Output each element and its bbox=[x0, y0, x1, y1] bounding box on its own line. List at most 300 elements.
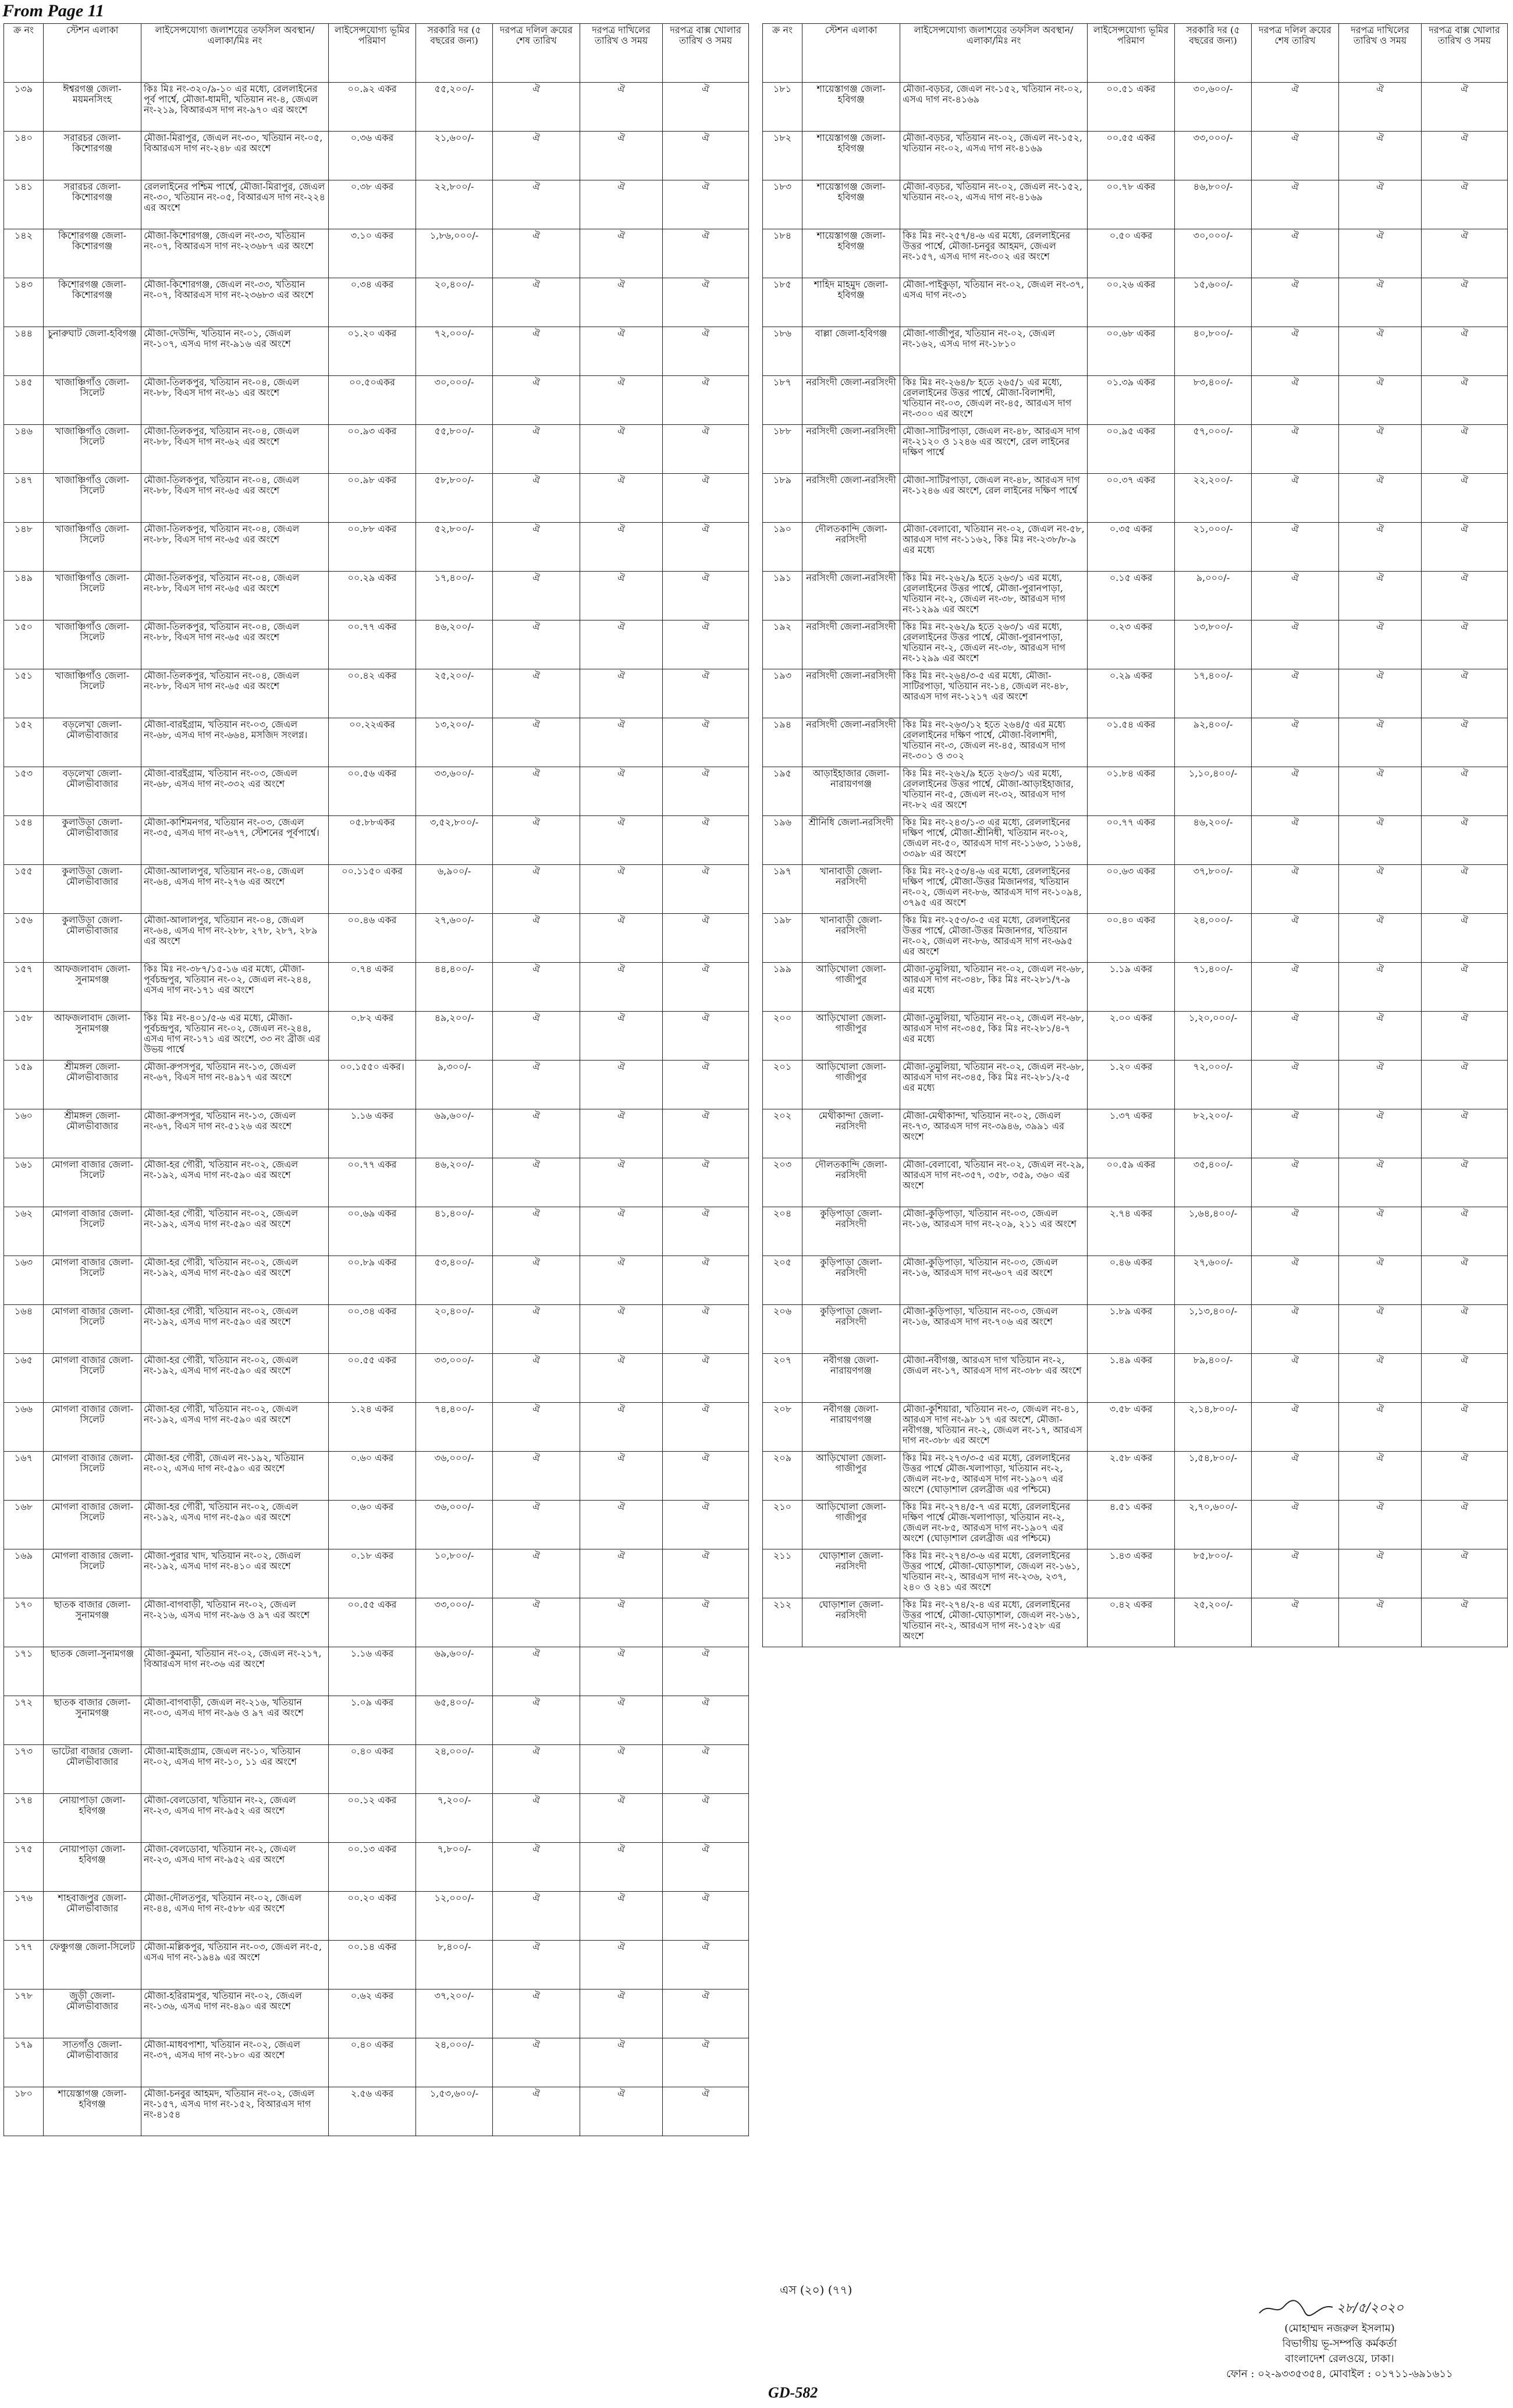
rate-cell: ৭৪,৪০০/- bbox=[416, 1403, 493, 1452]
submit-cell: ঐ bbox=[580, 132, 663, 180]
location-cell: মৌজা-হর গৌরী, খতিয়ান নং-০২, জেএল নং-১৯২, এসএ দাগ নং-৫৯০ এর অংশে bbox=[141, 1256, 329, 1305]
open-cell: ঐ bbox=[663, 1207, 749, 1256]
serial-cell: ১৭৯ bbox=[4, 2038, 44, 2087]
table-row bbox=[763, 816, 1508, 865]
deadline-cell: ঐ bbox=[1252, 865, 1339, 914]
open-cell: ঐ bbox=[663, 1647, 749, 1696]
location-cell: কিঃ মিঃ নং-২৭৪/২-৪ এর মধ্যে, রেললাইনের উত্তর পার্শ্বে, মৌজা-ঘোড়াশাল, জেএল নং-১৬১, খতিয়ান নং-২, আরএস দাগ নং-১৫২৮ এর অংশে bbox=[900, 1598, 1088, 1647]
open-cell: ঐ bbox=[663, 572, 749, 620]
deadline-cell: ঐ bbox=[493, 1549, 580, 1598]
open-cell: ঐ bbox=[1422, 1354, 1508, 1403]
area-cell: ০১.৮৪ একর bbox=[1088, 767, 1175, 816]
table-row bbox=[4, 1061, 749, 1109]
rate-cell: ৩৫,৪০০/- bbox=[1175, 1158, 1252, 1207]
submit-cell: ঐ bbox=[580, 1843, 663, 1892]
rate-cell: ৫৮,৮০০/- bbox=[416, 474, 493, 523]
open-cell: ঐ bbox=[1422, 425, 1508, 474]
serial-cell: ১৭৭ bbox=[4, 1941, 44, 1989]
table-row bbox=[4, 1012, 749, 1061]
area-cell: ০.৬০ একর bbox=[329, 1452, 416, 1501]
serial-cell: ১৬৩ bbox=[4, 1256, 44, 1305]
location-cell: মৌজা-তিলকপুর, খতিয়ান নং-০৪, জেএল নং-৮৮, বিএস দাগ নং-৬৫ এর অংশে bbox=[141, 523, 329, 572]
location-cell: মৌজা-বেলডোবা, খতিয়ান নং-২, জেএল নং-২৩, এসএ দাগ নং-৯৫২ এর অংশে bbox=[141, 1843, 329, 1892]
location-cell: মৌজা-হর গৌরী, খতিয়ান নং-০২, জেএল নং-১৯২, এসএ দাগ নং-৫৯০ এর অংশে bbox=[141, 1158, 329, 1207]
station-cell: মোগলা বাজার জেলা-সিলেট bbox=[44, 1403, 141, 1452]
deadline-cell: ঐ bbox=[1252, 816, 1339, 865]
open-cell: ঐ bbox=[663, 376, 749, 425]
open-cell: ঐ bbox=[663, 963, 749, 1012]
open-cell: ঐ bbox=[663, 1696, 749, 1745]
submit-cell: ঐ bbox=[1339, 1549, 1422, 1598]
location-cell: মৌজা-রুপসপুর, খতিয়ান নং-১৩, জেএল নং-৬৭, বিএস দাগ নং-৫১২৬ এর অংশে bbox=[141, 1109, 329, 1158]
submit-cell: ঐ bbox=[580, 376, 663, 425]
deadline-cell: ঐ bbox=[1252, 1305, 1339, 1354]
station-cell: কিশোরগঞ্জ জেলা-কিশোরগঞ্জ bbox=[44, 278, 141, 327]
serial-cell: ১৬৪ bbox=[4, 1305, 44, 1354]
area-cell: ০০.৮৮ একর bbox=[329, 523, 416, 572]
lease-table-left bbox=[3, 23, 749, 2136]
open-cell: ঐ bbox=[1422, 1403, 1508, 1452]
serial-cell: ১৮৯ bbox=[763, 474, 802, 523]
location-cell: মৌজা-পুরার খাদ, খতিয়ান নং-০২, জেএল নং-১৯২, এসএ দাগ নং-৪১০ এর অংশে bbox=[141, 1549, 329, 1598]
rate-cell: ৯,০০০/- bbox=[1175, 572, 1252, 620]
open-cell: ঐ bbox=[1422, 132, 1508, 180]
submit-cell: ঐ bbox=[580, 1061, 663, 1109]
submit-cell: ঐ bbox=[580, 1207, 663, 1256]
station-cell: নবীগঞ্জ জেলা-নারায়ণগঞ্জ bbox=[802, 1403, 900, 1452]
location-cell: মৌজা-কাশিমনগর, খতিয়ান নং-০৩, জেএল নং-৩৫, এসএ দাগ নং-৬৭৭, স্টেশনের পূর্বপার্শ্বে। bbox=[141, 816, 329, 865]
area-cell: ৪.৫১ একর bbox=[1088, 1501, 1175, 1549]
rate-cell: ১,৫৩,৬০০/- bbox=[416, 2087, 493, 2136]
serial-cell: ১৪০ bbox=[4, 132, 44, 180]
open-cell: ঐ bbox=[663, 816, 749, 865]
table-row bbox=[4, 474, 749, 523]
submit-cell: ঐ bbox=[1339, 718, 1422, 767]
deadline-cell: ঐ bbox=[493, 1598, 580, 1647]
location-cell: মৌজা-পাইকুড়া, খতিয়ান নং-০২, জেএল নং-৩৭, এসএ দাগ নং-৩১ bbox=[900, 278, 1088, 327]
station-cell: নরসিংদী জেলা-নরসিংদী bbox=[802, 620, 900, 669]
station-cell: ছাতক বাজার জেলা-সুনামগঞ্জ bbox=[44, 1598, 141, 1647]
submit-cell: ঐ bbox=[1339, 1354, 1422, 1403]
area-cell: ৩.৫৮ একর bbox=[1088, 1403, 1175, 1452]
location-cell: কিঃ মিঃ নং-২৪৩/১-৩ এর মধ্যে, রেললাইনের দক্ষিণ পার্শ্বে, মৌজা-শ্রীনিধী, খতিয়ান নং-০২, জেএল নং-৫০, আরএস দাগ নং-১১৬৩, ১১৬৪, ৩৩৯৮ এর অংশে bbox=[900, 816, 1088, 865]
location-cell: কিঃ মিঃ নং-২৬৪/৮ হতে ২৬৫/১ এর মধ্যে, রেললাইনের উত্তর পার্শ্বে, মৌজা-বিলাশদী, খতিয়ান নং-০৩, জেএল নং-৪৫, আরএস দাগ নং-৩০০ এর অংশে bbox=[900, 376, 1088, 425]
rate-cell: ১৭,৪০০/- bbox=[416, 572, 493, 620]
table-row bbox=[4, 718, 749, 767]
area-cell: ০০.২০ একর bbox=[329, 1892, 416, 1941]
open-cell: ঐ bbox=[663, 229, 749, 278]
deadline-cell: ঐ bbox=[493, 1794, 580, 1843]
location-cell: মৌজা-মাধবপাশা, খতিয়ান নং-০২, জেএল নং-৩৭, এসএ দাগ নং-১৮০ এর অংশে bbox=[141, 2038, 329, 2087]
table-row bbox=[763, 1158, 1508, 1207]
rate-cell: ৪৬,২০০/- bbox=[1175, 816, 1252, 865]
table-row bbox=[763, 1109, 1508, 1158]
station-cell: দৌলতকান্দি জেলা-নরসিংদী bbox=[802, 523, 900, 572]
rate-cell: ২৪,০০০/- bbox=[416, 1745, 493, 1794]
deadline-cell: ঐ bbox=[493, 1452, 580, 1501]
open-cell: ঐ bbox=[663, 1061, 749, 1109]
location-cell: কিঃ মিঃ নং-২৬২/৯ হতে ২৬৩/১ এর মধ্যে, রেললাইনের উত্তর পার্শ্বে, মৌজা-আড়াইহাজার, খতিয়ান নং-৫, জেএল নং-৩২, আরএস দাগ নং-৮২ এর অংশে bbox=[900, 767, 1088, 816]
serial-cell: ১৫৮ bbox=[4, 1012, 44, 1061]
table-row bbox=[4, 1305, 749, 1354]
open-cell: ঐ bbox=[663, 1305, 749, 1354]
deadline-cell: ঐ bbox=[1252, 474, 1339, 523]
rate-cell: ৮৩,৪০০/- bbox=[1175, 376, 1252, 425]
deadline-cell: ঐ bbox=[493, 1843, 580, 1892]
station-cell: খাজাঞ্চিগাঁও জেলা-সিলেট bbox=[44, 572, 141, 620]
rate-cell: ১০,৮০০/- bbox=[416, 1549, 493, 1598]
location-cell: মৌজা-হর গৌরী, খতিয়ান নং-০২, জেএল নং-১৯২, এসএ দাগ নং-৫৯০ এর অংশে bbox=[141, 1305, 329, 1354]
serial-cell: ১৬৭ bbox=[4, 1452, 44, 1501]
open-cell: ঐ bbox=[663, 767, 749, 816]
rate-cell: ২০,৪০০/- bbox=[416, 1305, 493, 1354]
submit-cell: ঐ bbox=[580, 1305, 663, 1354]
header-rate: সরকারি দর (৫ বছরের জন্য) bbox=[1175, 24, 1252, 83]
station-cell: খানাবাড়ী জেলা-নরসিংদী bbox=[802, 914, 900, 963]
open-cell: ঐ bbox=[663, 2038, 749, 2087]
station-cell: কুলাউড়া জেলা-মৌলভীবাজার bbox=[44, 816, 141, 865]
location-cell: মৌজা-তিলকপুর, খতিয়ান নং-০৪, জেএল নং-৮৮, বিএস দাগ নং-৬৫ এর অংশে bbox=[141, 669, 329, 718]
area-cell: ০.৩৫ একর bbox=[1088, 523, 1175, 572]
header-deadline: দরপত্র দলিল ক্রয়ের শেষ তারিখ bbox=[493, 24, 580, 83]
open-cell: ঐ bbox=[1422, 914, 1508, 963]
rate-cell: ১৩,৮০০/- bbox=[1175, 620, 1252, 669]
area-cell: ২.৫৬ একর bbox=[329, 2087, 416, 2136]
open-cell: ঐ bbox=[663, 2087, 749, 2136]
rate-cell: ৫২,৮০০/- bbox=[416, 523, 493, 572]
open-cell: ঐ bbox=[1422, 1256, 1508, 1305]
table-row bbox=[763, 278, 1508, 327]
deadline-cell: ঐ bbox=[493, 1061, 580, 1109]
deadline-cell: ঐ bbox=[1252, 229, 1339, 278]
deadline-cell: ঐ bbox=[493, 1403, 580, 1452]
location-cell: মৌজা-বাগবাড়ী, জেএল নং-২১৬, খতিয়ান নং-০৩, এসএ দাগ নং-৯৬ ও ৯৭ এর অংশে bbox=[141, 1696, 329, 1745]
rate-cell: ৭,৮০০/- bbox=[416, 1843, 493, 1892]
table-row bbox=[4, 1647, 749, 1696]
location-cell: কিঃ মিঃ নং-২৫৩/৪-৬ এর মধ্যে, রেললাইনের দক্ষিণ পার্শ্বে, মৌজা-উত্তর মিজানগর, খতিয়ান নং-০২, জেএল নং-৮৬, আরএস দাগ নং-১০৯৪, ৩৭৯৫ এর অংশে bbox=[900, 865, 1088, 914]
serial-cell: ২০৫ bbox=[763, 1256, 802, 1305]
signer-name: (মোহাম্মদ নজরুল ইসলাম) bbox=[1284, 2322, 1395, 2335]
open-cell: ঐ bbox=[1422, 669, 1508, 718]
open-cell: ঐ bbox=[1422, 1452, 1508, 1501]
table-row bbox=[763, 914, 1508, 963]
location-cell: মৌজা-কুড়িপাড়া, খতিয়ান নং-০৩, জেএল নং-১৬, আরএস দাগ নং-২০৯, ২১১ এর অংশে bbox=[900, 1207, 1088, 1256]
table-row bbox=[763, 963, 1508, 1012]
area-cell: ০৫.৮৮একর bbox=[329, 816, 416, 865]
station-cell: দৌলতকান্দি জেলা-নরসিংদী bbox=[802, 1158, 900, 1207]
table-row bbox=[4, 669, 749, 718]
rate-cell: ৫৫,২০০/- bbox=[416, 83, 493, 132]
deadline-cell: ঐ bbox=[1252, 278, 1339, 327]
deadline-cell: ঐ bbox=[493, 1207, 580, 1256]
location-cell: কিঃ মিঃ নং-২৫৭/৪-৬ এর মধ্যে, রেললাইনের উত্তর পার্শ্বে, মৌজা-চনবুর আহমদ, জেএল নং-১৫৭, এসএ দাগ নং-৩০২ এর অংশে bbox=[900, 229, 1088, 278]
rate-cell: ১,৬৪,৪০০/- bbox=[1175, 1207, 1252, 1256]
submit-cell: ঐ bbox=[580, 1941, 663, 1989]
station-cell: মোগলা বাজার জেলা-সিলেট bbox=[44, 1354, 141, 1403]
station-cell: ঈশ্বরগঞ্জ জেলা-ময়মনসিংহ bbox=[44, 83, 141, 132]
serial-cell: ১৯১ bbox=[763, 572, 802, 620]
station-cell: নবীগঞ্জ জেলা-নারায়ণগঞ্জ bbox=[802, 1354, 900, 1403]
rate-cell: ২৫,২০০/- bbox=[1175, 1598, 1252, 1647]
rate-cell: ৪৪,৪০০/- bbox=[416, 963, 493, 1012]
submit-cell: ঐ bbox=[580, 425, 663, 474]
submit-cell: ঐ bbox=[580, 2038, 663, 2087]
rate-cell: ৭২,০০০/- bbox=[1175, 1061, 1252, 1109]
deadline-cell: ঐ bbox=[493, 180, 580, 229]
station-cell: নরসিংদী জেলা-নরসিংদী bbox=[802, 376, 900, 425]
table-row bbox=[4, 1941, 749, 1989]
deadline-cell: ঐ bbox=[493, 523, 580, 572]
table-body-right bbox=[763, 83, 1508, 1647]
serial-cell: ১৯৪ bbox=[763, 718, 802, 767]
submit-cell: ঐ bbox=[580, 620, 663, 669]
open-cell: ঐ bbox=[1422, 229, 1508, 278]
table-row bbox=[763, 474, 1508, 523]
serial-cell: ২০১ bbox=[763, 1061, 802, 1109]
table-row bbox=[4, 2038, 749, 2087]
station-cell: বড়লেখা জেলা-মৌলভীবাজার bbox=[44, 767, 141, 816]
submit-cell: ঐ bbox=[1339, 327, 1422, 376]
table-row bbox=[763, 376, 1508, 425]
rate-cell: ২৪,০০০/- bbox=[416, 2038, 493, 2087]
table-row bbox=[763, 767, 1508, 816]
serial-cell: ১৪৬ bbox=[4, 425, 44, 474]
deadline-cell: ঐ bbox=[493, 1647, 580, 1696]
area-cell: ০.২৯ একর bbox=[1088, 669, 1175, 718]
rate-cell: ১,৮৬,০০০/- bbox=[416, 229, 493, 278]
submit-cell: ঐ bbox=[1339, 1452, 1422, 1501]
table-row bbox=[4, 572, 749, 620]
area-cell: ০০.৫১ একর bbox=[1088, 83, 1175, 132]
serial-cell: ২১১ bbox=[763, 1549, 802, 1598]
station-cell: নরসিংদী জেলা-নরসিংদী bbox=[802, 474, 900, 523]
deadline-cell: ঐ bbox=[493, 620, 580, 669]
open-cell: ঐ bbox=[663, 1256, 749, 1305]
deadline-cell: ঐ bbox=[1252, 1354, 1339, 1403]
submit-cell: ঐ bbox=[580, 278, 663, 327]
table-row bbox=[4, 1549, 749, 1598]
serial-cell: ১৮২ bbox=[763, 132, 802, 180]
table-row bbox=[4, 523, 749, 572]
submit-cell: ঐ bbox=[580, 229, 663, 278]
location-cell: কিঃ মিঃ নং-৪০১/৫-৬ এর মধ্যে, মৌজা-পূর্বচন্দ্রপুর, খতিয়ান নং-০২, জেএল নং-২৪৪, এসএ দাগ নং-১৭১ এর অংশে, ৩৩ নং ব্রীজ এর উভয় পার্শ্বে bbox=[141, 1012, 329, 1061]
rate-cell: ১,১০,৪০০/- bbox=[1175, 767, 1252, 816]
station-cell: খাজাঞ্চিগাঁও জেলা-সিলেট bbox=[44, 523, 141, 572]
deadline-cell: ঐ bbox=[493, 474, 580, 523]
area-cell: ০.৪০ একর bbox=[329, 1745, 416, 1794]
deadline-cell: ঐ bbox=[493, 425, 580, 474]
area-cell: ৩.১০ একর bbox=[329, 229, 416, 278]
serial-cell: ১৮৭ bbox=[763, 376, 802, 425]
station-cell: শ্রীনিধি জেলা-নরসিংদী bbox=[802, 816, 900, 865]
deadline-cell: ঐ bbox=[493, 816, 580, 865]
location-cell: মৌজা-মিরাপুর, জেএল নং-৩০, খতিয়ান নং-০৫, বিআরএস দাগ নং-২৪৮ এর অংশে bbox=[141, 132, 329, 180]
area-cell: ০০.৫৫ একর bbox=[329, 1598, 416, 1647]
rate-cell: ২,১৪,৮০০/- bbox=[1175, 1403, 1252, 1452]
location-cell: মৌজা-চনবুর আহমদ, খতিয়ান নং-০২, জেএল নং-১৫৭, এসএ দাগ নং-১৫২, বিআরএস দাগ নং-৪১৫৪ bbox=[141, 2087, 329, 2136]
location-cell: মৌজা-মাইজগ্রাম, জেএল নং-১০, খতিয়ান নং-০২, এসএ দাগ নং-১০, ১১ এর অংশে bbox=[141, 1745, 329, 1794]
area-cell: ১.১৬ একর bbox=[329, 1647, 416, 1696]
open-cell: ঐ bbox=[1422, 1109, 1508, 1158]
rate-cell: ২৫,২০০/- bbox=[416, 669, 493, 718]
location-cell: মৌজা-সাটিরপাড়া, জেএল নং-৪৮, আরএস দাগ নং-১২৪৬ এর অংশে, রেল লাইনের দক্ষিণ পার্শ্বে bbox=[900, 474, 1088, 523]
area-cell: ০.৩৮ একর bbox=[329, 180, 416, 229]
open-cell: ঐ bbox=[663, 1892, 749, 1941]
serial-cell: ১৯৭ bbox=[763, 865, 802, 914]
deadline-cell: ঐ bbox=[493, 1745, 580, 1794]
open-cell: ঐ bbox=[663, 1109, 749, 1158]
serial-cell: ১৫১ bbox=[4, 669, 44, 718]
rate-cell: ২১,০০০/- bbox=[1175, 523, 1252, 572]
open-cell: ঐ bbox=[1422, 1061, 1508, 1109]
area-cell: ১.১৬ একর bbox=[329, 1109, 416, 1158]
table-row bbox=[763, 620, 1508, 669]
station-cell: জুড়ী জেলা-মৌলভীবাজার bbox=[44, 1989, 141, 2038]
submit-cell: ঐ bbox=[580, 1501, 663, 1549]
rate-cell: ২০,৪০০/- bbox=[416, 278, 493, 327]
deadline-cell: ঐ bbox=[493, 1012, 580, 1061]
rate-cell: ৩০,৬০০/- bbox=[1175, 83, 1252, 132]
location-cell: কিঃ মিঃ নং-২৭৪/৫-৭ এর মধ্যে, রেললাইনের দক্ষিণ পার্শ্বে মৌজ-খলাপাড়া, খতিয়ান নং-২, জেএল নং-৮৫, আরএস দাগ নং-১৯০৭ এর অংশে (ঘোড়াশাল রেলব্রীজ এর পশ্চিমে) bbox=[900, 1501, 1088, 1549]
location-cell: মৌজা-কুড়িপাড়া, খতিয়ান নং-০৩, জেএল নং-১৬, আরএস দাগ নং-৬০৭ এর অংশে bbox=[900, 1256, 1088, 1305]
open-cell: ঐ bbox=[663, 620, 749, 669]
deadline-cell: ঐ bbox=[493, 1354, 580, 1403]
table-row bbox=[763, 132, 1508, 180]
open-cell: ঐ bbox=[663, 1549, 749, 1598]
open-cell: ঐ bbox=[1422, 1305, 1508, 1354]
lease-table-right bbox=[762, 23, 1508, 1647]
open-cell: ঐ bbox=[663, 718, 749, 767]
station-cell: সাতগাঁও জেলা-মৌলভীবাজার bbox=[44, 2038, 141, 2087]
station-cell: আড়িখোলা জেলা-গাজীপুর bbox=[802, 1501, 900, 1549]
serial-cell: ২০৮ bbox=[763, 1403, 802, 1452]
open-cell: ঐ bbox=[663, 1501, 749, 1549]
location-cell: মৌজা-মল্লিকপুর, খতিয়ান নং-০৩, জেএল নং-৫, এসএ দাগ নং-১৯৪৯ এর অংশে bbox=[141, 1941, 329, 1989]
deadline-cell: ঐ bbox=[493, 278, 580, 327]
submit-cell: ঐ bbox=[1339, 1501, 1422, 1549]
station-cell: নরসিংদী জেলা-নরসিংদী bbox=[802, 718, 900, 767]
area-cell: ০১.২০ একর bbox=[329, 327, 416, 376]
submit-cell: ঐ bbox=[580, 1109, 663, 1158]
rate-cell: ৮৫,৮০০/- bbox=[1175, 1549, 1252, 1598]
deadline-cell: ঐ bbox=[1252, 1403, 1339, 1452]
area-cell: ০০.১১৫০ একর bbox=[329, 865, 416, 914]
rate-cell: ১২,০০০/- bbox=[416, 1892, 493, 1941]
station-cell: শ্রীমঙ্গল জেলা-মৌলভীবাজার bbox=[44, 1061, 141, 1109]
table-row bbox=[763, 669, 1508, 718]
header-serial: ক্র নং bbox=[763, 24, 802, 83]
submit-cell: ঐ bbox=[1339, 1109, 1422, 1158]
serial-cell: ১৫২ bbox=[4, 718, 44, 767]
table-row bbox=[4, 132, 749, 180]
deadline-cell: ঐ bbox=[493, 2038, 580, 2087]
deadline-cell: ঐ bbox=[1252, 1256, 1339, 1305]
rate-cell: ৭,২০০/- bbox=[416, 1794, 493, 1843]
deadline-cell: ঐ bbox=[1252, 180, 1339, 229]
serial-cell: ১৭৩ bbox=[4, 1745, 44, 1794]
rate-cell: ৮৯,৪০০/- bbox=[1175, 1354, 1252, 1403]
header-station: স্টেশন এলাকা bbox=[44, 24, 141, 83]
station-cell: খানাবাড়ী জেলা-নরসিংদী bbox=[802, 865, 900, 914]
signature bbox=[1177, 2296, 1503, 2321]
station-cell: আড়িখোলা জেলা-গাজীপুর bbox=[802, 1061, 900, 1109]
area-cell: ০০.৯৮ একর bbox=[329, 474, 416, 523]
table-body-left bbox=[4, 83, 749, 2136]
station-cell: মোগলা বাজার জেলা-সিলেট bbox=[44, 1549, 141, 1598]
submit-cell: ঐ bbox=[580, 572, 663, 620]
station-cell: বড়লেখা জেলা-মৌলভীবাজার bbox=[44, 718, 141, 767]
station-cell: মেথীকান্দা জেলা-নরসিংদী bbox=[802, 1109, 900, 1158]
location-cell: মৌজা-কুমনা, খতিয়ান নং-০২, জেএল নং-২১৭, বিআরএস দাগ নং-৩৬ এর অংশে bbox=[141, 1647, 329, 1696]
open-cell: ঐ bbox=[663, 474, 749, 523]
deadline-cell: ঐ bbox=[493, 327, 580, 376]
location-cell: মৌজা-আলালপুর, খতিয়ান নং-০৪, জেএল নং-৬৪, এসএ দাগ নং-২৮৮, ২৭৮, ২৮৭, ২৮৯ এর অংশে bbox=[141, 914, 329, 963]
area-cell: ০০.৪০ একর bbox=[1088, 914, 1175, 963]
serial-cell: ১৪৫ bbox=[4, 376, 44, 425]
area-cell: ০০.৭৭ একর bbox=[329, 620, 416, 669]
deadline-cell: ঐ bbox=[1252, 914, 1339, 963]
location-cell: মৌজা-দৌলতপুর, খতিয়ান নং-০২, জেএল নং-৪৪, এসএ দাগ নং-৫৮৮ এর অংশে bbox=[141, 1892, 329, 1941]
rate-cell: ১,২০,০০০/- bbox=[1175, 1012, 1252, 1061]
location-cell: মৌজা-তিলকপুর, খতিয়ান নং-০৪, জেএল নং-৮৮, বিএস দাগ নং-৬৫ এর অংশে bbox=[141, 620, 329, 669]
open-cell: ঐ bbox=[1422, 1549, 1508, 1598]
deadline-cell: ঐ bbox=[1252, 523, 1339, 572]
serial-cell: ১৬৮ bbox=[4, 1501, 44, 1549]
location-cell: মৌজা-হরিরামপুর, খতিয়ান নং-০২, জেএল নং-১৩৬, এসএ দাগ নং-৪৯০ এর অংশে bbox=[141, 1989, 329, 2038]
open-cell: ঐ bbox=[1422, 572, 1508, 620]
station-cell: সরারচর জেলা-কিশোরগঞ্জ bbox=[44, 132, 141, 180]
open-cell: ঐ bbox=[663, 1843, 749, 1892]
deadline-cell: ঐ bbox=[493, 1989, 580, 2038]
deadline-cell: ঐ bbox=[493, 132, 580, 180]
deadline-cell: ঐ bbox=[1252, 1061, 1339, 1109]
serial-cell: ১৫০ bbox=[4, 620, 44, 669]
open-cell: ঐ bbox=[663, 180, 749, 229]
station-cell: ছাতক জেলা-সুনামগঞ্জ bbox=[44, 1647, 141, 1696]
header-area: লাইসেন্সযোগ্য ভূমির পরিমাণ bbox=[329, 24, 416, 83]
area-cell: ০০.২৯ একর bbox=[329, 572, 416, 620]
serial-cell: ১৭২ bbox=[4, 1696, 44, 1745]
rate-cell: ৮২,২০০/- bbox=[1175, 1109, 1252, 1158]
table-row bbox=[4, 914, 749, 963]
rate-cell: ৩৩,০০০/- bbox=[1175, 132, 1252, 180]
submit-cell: ঐ bbox=[580, 816, 663, 865]
rate-cell: ৫৩,৪০০/- bbox=[416, 1256, 493, 1305]
area-cell: ২.৭৪ একর bbox=[1088, 1207, 1175, 1256]
area-cell: ০০.১৫৫০ একর। bbox=[329, 1061, 416, 1109]
table-row bbox=[763, 83, 1508, 132]
rate-cell: ৮,৪০০/- bbox=[416, 1941, 493, 1989]
deadline-cell: ঐ bbox=[493, 718, 580, 767]
deadline-cell: ঐ bbox=[493, 572, 580, 620]
rate-cell: ৩৩,০০০/- bbox=[416, 1598, 493, 1647]
deadline-cell: ঐ bbox=[1252, 1452, 1339, 1501]
area-cell: ০১.৩৯ একর bbox=[1088, 376, 1175, 425]
table-row bbox=[4, 229, 749, 278]
rate-cell: ৪৬,৮০০/- bbox=[1175, 180, 1252, 229]
table-row bbox=[763, 718, 1508, 767]
area-cell: ০০.৯৫ একর bbox=[1088, 425, 1175, 474]
serial-cell: ২১২ bbox=[763, 1598, 802, 1647]
serial-cell: ১৫৭ bbox=[4, 963, 44, 1012]
location-cell: কিঃ মিঃ নং-২৬২/৯ হতে ২৬৩/১ এর মধ্যে, রেললাইনের উত্তর পার্শ্বে, মৌজা-পুরানপাড়া, খতিয়ান নং-২, জেএল নং-৩৮, আরএস দাগ নং-১২৯৯ এর অংশে bbox=[900, 572, 1088, 620]
submit-cell: ঐ bbox=[580, 180, 663, 229]
station-cell: আড়াইহাজার জেলা-নারায়ণগঞ্জ bbox=[802, 767, 900, 816]
location-cell: কিঃ মিঃ নং-২৬২/৯ হতে ২৬৩/১ এর মধ্যে, রেললাইনের উত্তর পার্শ্বে, মৌজা-পুরানপাড়া, খতিয়ান নং-২, জেএল নং-৩৮, আরএস দাগ নং-১২৯৯ এর অংশে bbox=[900, 620, 1088, 669]
location-cell: মৌজা-নবীগঞ্জ, আরএস দাগ খতিয়ান নং-২, জেএল নং-১৭, আরএস দাগ নং-৩৮৮ এর অংশে bbox=[900, 1354, 1088, 1403]
location-cell: মৌজা-বেলাবো, খতিয়ান নং-০২, জেএল নং-৫৮, আরএস দাগ নং-১১৬২, কিঃ মিঃ নং-২৩৮/৮-৯ এর মধ্যে bbox=[900, 523, 1088, 572]
rate-cell: ১,১৩,৪০০/- bbox=[1175, 1305, 1252, 1354]
